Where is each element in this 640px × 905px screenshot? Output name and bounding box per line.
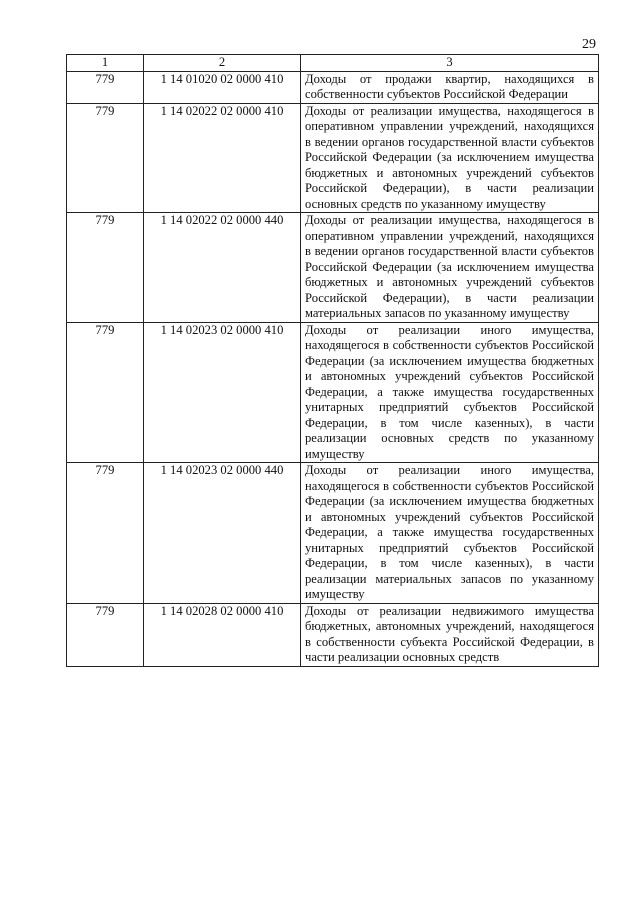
admin-code-cell: 779 <box>67 322 144 463</box>
table-row <box>67 463 599 604</box>
description-cell: Доходы от реализации имущества, находящегося в оперативном управлении учреждений, находящихся в ведении органов государственной власти субъектов Российской Федерации (за исключением имущества бюджетных и автономных учреждений субъектов Российской Федерации), в части реализации материальных запасов по указанному имуществу <box>301 213 599 323</box>
table-row <box>67 71 599 103</box>
revenue-code-cell: 1 14 02022 02 0000 410 <box>144 103 301 213</box>
table-row <box>67 322 599 463</box>
table-row <box>67 603 599 666</box>
revenue-code-cell: 1 14 02028 02 0000 410 <box>144 603 301 666</box>
revenue-codes-table <box>66 54 599 667</box>
admin-code-cell: 779 <box>67 603 144 666</box>
description-cell: Доходы от продажи квартир, находящихся в собственности субъектов Российской Федерации <box>301 71 599 103</box>
revenue-code-cell: 1 14 02022 02 0000 440 <box>144 213 301 323</box>
column-header-3: 3 <box>301 55 599 72</box>
table-row <box>67 213 599 323</box>
description-cell: Доходы от реализации недвижимого имущества бюджетных, автономных учреждений, находящегося в собственности субъекта Российской Федерации, в части реализации основных средств <box>301 603 599 666</box>
description-cell: Доходы от реализации иного имущества, находящегося в собственности субъектов Российской Федерации (за исключением имущества бюджетных и автономных учреждений субъектов Российской Федерации, а также имущества государственных унитарных предприятий субъектов Российской Федерации, в том числе казенных), в части реализации материальных запасов по указанному имуществу <box>301 463 599 604</box>
revenue-code-cell: 1 14 02023 02 0000 410 <box>144 322 301 463</box>
admin-code-cell: 779 <box>67 103 144 213</box>
description-cell: Доходы от реализации имущества, находящегося в оперативном управлении учреждений, находящихся в ведении органов государственной власти субъектов Российской Федерации (за исключением имущества бюджетных и автономных учреждений субъектов Российской Федерации), в части реализации основных средств по указанному имуществу <box>301 103 599 213</box>
page-number: 29 <box>582 37 596 52</box>
revenue-code-cell: 1 14 01020 02 0000 410 <box>144 71 301 103</box>
admin-code-cell: 779 <box>67 213 144 323</box>
description-cell: Доходы от реализации иного имущества, находящегося в собственности субъектов Российской Федерации (за исключением имущества бюджетных и автономных учреждений субъектов Российской Федерации, а также имущества государственных унитарных предприятий субъектов Российской Федерации, в том числе казенных), в части реализации основных средств по указанному имуществу <box>301 322 599 463</box>
column-header-2: 2 <box>144 55 301 72</box>
column-header-1: 1 <box>67 55 144 72</box>
admin-code-cell: 779 <box>67 71 144 103</box>
admin-code-cell: 779 <box>67 463 144 604</box>
table-row <box>67 103 599 213</box>
table-header-row <box>67 55 599 72</box>
revenue-code-cell: 1 14 02023 02 0000 440 <box>144 463 301 604</box>
